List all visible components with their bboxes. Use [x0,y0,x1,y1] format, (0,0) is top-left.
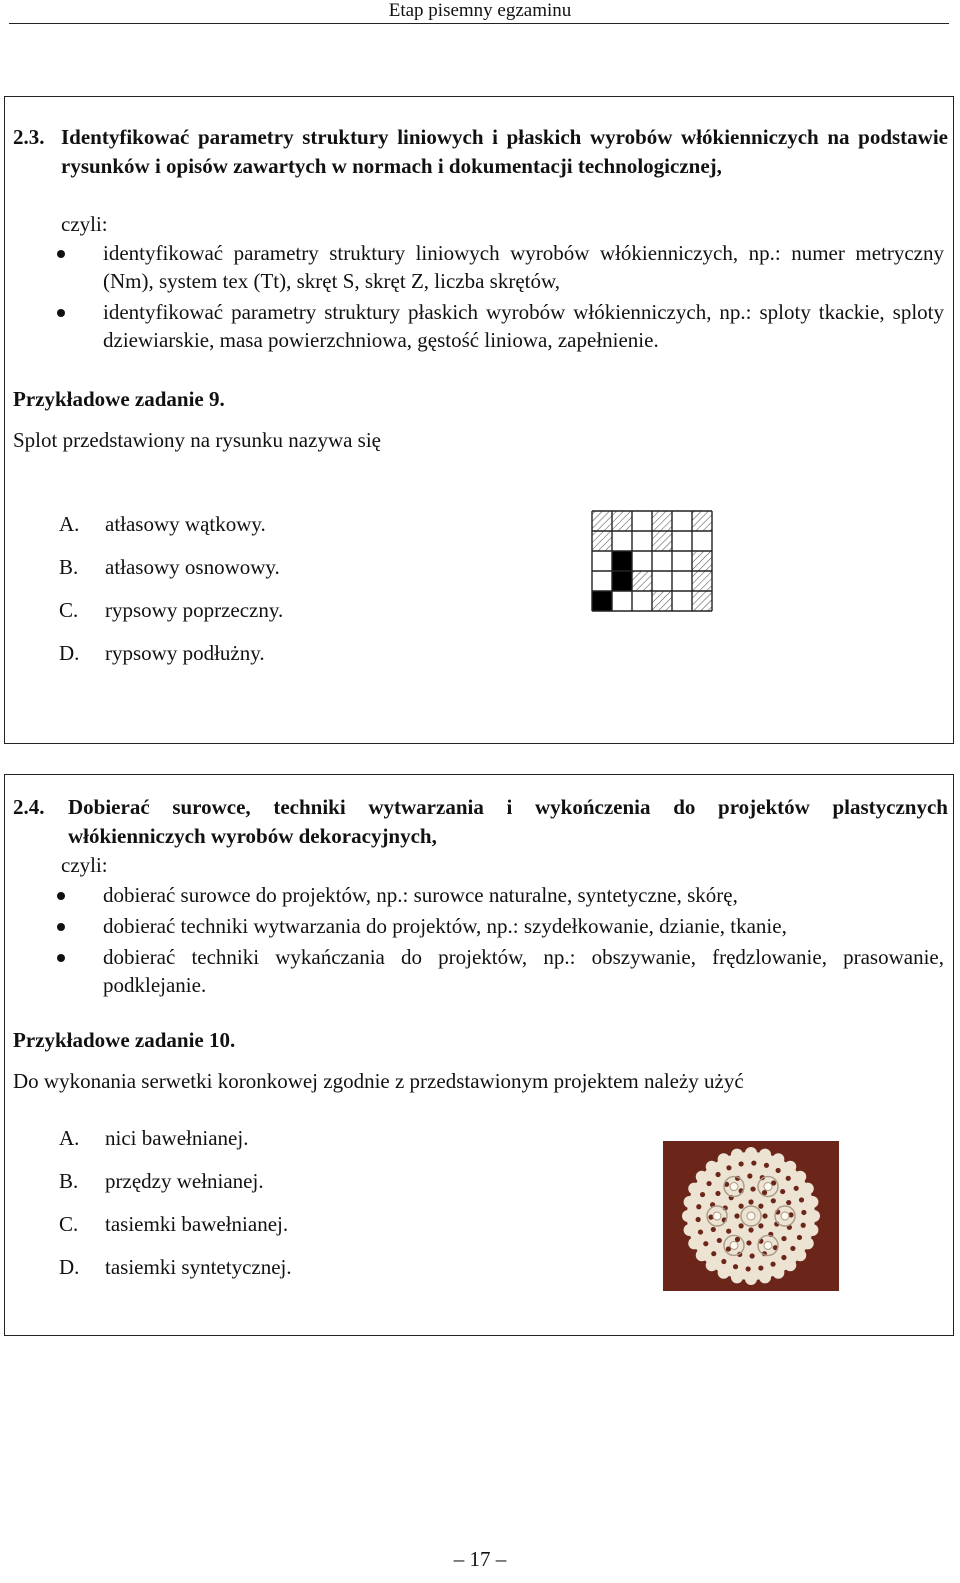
section-number: 2.3. [13,125,45,149]
task-title: Przykładowe zadanie 10. [13,1028,236,1052]
doily-rosette-center [730,1241,738,1249]
weave-cell-hatched [692,571,712,591]
doily-hole [786,1176,791,1181]
answer-letter: C. [59,598,79,622]
section-2-3-bullets [5,239,950,354]
section-heading-text: Identyfikować parametry struktury liniowych i płaskich wyrobów włókienniczych na podstawie rysunków i opisów zawartych w normach i dokumentacji technologicznej, [61,125,948,178]
doily-hole [771,1198,776,1203]
doily-scallop [794,1171,806,1183]
doily-scallop [706,1259,718,1271]
weave-cell-white [632,511,652,531]
weave-cell-white [632,591,652,611]
section-heading-text: Dobierać surowce, techniki wytwarzania i wykończenia do projektów plastycznych włókienniczych wyrobów dekoracyjnych, [68,795,948,848]
doily-hole [748,1199,753,1204]
bullet-text: dobierać techniki wytwarzania do projektów, np.: szydełkowanie, dzianie, tkanie, [103,914,787,938]
doily-hole [711,1227,716,1232]
doily-scallop [772,1153,784,1165]
doily-scallop [784,1259,796,1271]
weave-cell-white [612,531,632,551]
weave-cell-white [612,591,632,611]
doily-scallop [794,1249,806,1261]
czyli-label: czyli: [61,212,108,236]
lace-doily-photo [663,1141,839,1291]
answer-text: atłasowy wątkowy. [105,512,266,536]
doily-hole [726,1165,731,1170]
doily-scallop [718,1153,730,1165]
task-question: Splot przedstawiony na rysunku nazywa się [13,428,382,452]
answer-text: nici bawełnianej. [105,1126,249,1150]
doily-hole [739,1204,744,1209]
doily-hole [747,1173,752,1178]
answer-letter: A. [59,1126,80,1150]
doily-scallop [759,1149,771,1161]
doily-rosette-center [764,1183,772,1191]
bullet-icon [57,954,65,962]
weave-cell-white [672,591,692,611]
weave-cell-hatched [592,531,612,551]
doily-hole [696,1217,701,1222]
weave-cell-white [652,551,672,571]
bullet-item [5,239,950,295]
weave-cell-hatched [652,531,672,551]
answer-letter: B. [59,1169,79,1193]
answer-letter: A. [59,512,80,536]
doily-hole [715,1172,720,1177]
doily-rosette-center [713,1212,721,1220]
doily-hole [780,1189,785,1194]
doily-scallop [784,1161,796,1173]
doily-hole [758,1223,763,1228]
page-header [0,0,960,24]
weave-cell-hatched [592,511,612,531]
doily-hole [770,1262,775,1267]
bullet-text: identyfikować parametry struktury liniowych wyrobów włókienniczych, np.: numer metryczny (Nm), system tex (Tt), skręt S, skręt Z, liczba skrętów, [103,241,944,293]
weave-cell-white [592,551,612,571]
section-2-4-heading [13,793,948,851]
doily-hole [781,1255,786,1260]
section-2-4-box [4,774,954,1336]
bullet-icon [57,892,65,900]
doily-hole [696,1204,701,1209]
weave-cell-white [672,571,692,591]
weave-cell-white [692,531,712,551]
answer-letter: C. [59,1212,79,1236]
section-2-3-box [4,96,954,744]
doily-hole [801,1223,806,1228]
doily-scallop [802,1183,814,1195]
weave-cell-hatched [692,591,712,611]
doily-scallop [706,1161,718,1173]
weave-cell-black [612,551,632,571]
bullet-item [5,881,950,909]
doily-hole [698,1229,703,1234]
doily-scallop [808,1210,820,1222]
doily-scallop [696,1249,708,1261]
weave-cell-white [672,531,692,551]
doily-hole [700,1192,705,1197]
doily-hole [799,1197,804,1202]
doily-rosette-center [764,1241,772,1249]
doily-hole [797,1235,802,1240]
doily-hole [781,1236,786,1241]
doily-hole [751,1160,756,1165]
doily-scallop [806,1196,818,1208]
doily-scallop [682,1210,694,1222]
weave-cell-hatched [692,511,712,531]
doily-scallop [731,1271,743,1283]
answer-text: przędzy wełnianej. [105,1169,264,1193]
bullet-icon [57,923,65,931]
weave-cell-white [632,551,652,571]
czyli-label: czyli: [61,853,108,877]
header-rule [9,23,949,24]
doily-scallop [759,1271,771,1283]
doily-hole [794,1186,799,1191]
doily-scallop [696,1171,708,1183]
doily-scallop [806,1224,818,1236]
weave-cell-hatched [692,551,712,571]
doily-hole [703,1241,708,1246]
doily-scallop [745,1147,757,1159]
doily-scallop [745,1273,757,1285]
weave-cell-white [592,571,612,591]
bullet-icon [57,309,65,317]
doily-hole [758,1204,763,1209]
task-question: Do wykonania serwetki koronkowej zgodnie z przedstawionym projektem należy użyć [13,1069,744,1093]
answer-text: rypsowy podłużny. [105,641,265,665]
doily-hole [801,1210,806,1215]
doily-hole [786,1200,791,1205]
weave-cell-white [672,511,692,531]
header-title: Etap pisemny egzaminu [388,0,572,21]
doily-scallop [802,1237,814,1249]
task-title: Przykładowe zadanie 9. [13,387,225,411]
doily-scallop [684,1196,696,1208]
bullet-item [5,943,950,999]
answer-letter: D. [59,641,80,665]
section-2-3-heading [13,123,948,181]
doily-hole [726,1229,731,1234]
doily-rosette-center [747,1212,755,1220]
bullet-text: identyfikować parametry struktury płaskich wyrobów włókienniczych, np.: sploty tkackie, sploty dziewiarskie, masa powierzchniowa, gęstość liniowa, zapełnienie. [103,300,944,352]
doily-hole [746,1240,751,1245]
weave-cell-hatched [612,511,632,531]
doily-scallop [688,1237,700,1249]
weave-cell-white [672,551,692,571]
doily-hole [711,1251,716,1256]
weave-cell-white [652,571,672,591]
doily-hole [790,1246,795,1251]
doily-hole [717,1238,722,1243]
doily-rosette-center [781,1212,789,1220]
doily-rosette-center [730,1183,738,1191]
answer-letter: B. [59,555,79,579]
weave-cell-black [592,591,612,611]
weave-cell-white [632,531,652,551]
weave-cell-hatched [652,511,672,531]
bullet-icon [57,250,65,258]
answer-letter: D. [59,1255,80,1279]
doily-scallop [684,1224,696,1236]
doily-hole [750,1253,755,1258]
bullet-item [5,912,950,940]
bullet-text: dobierać techniki wykańczania do projektów, np.: obszywanie, frędzlowanie, prasowanie, podklejanie. [103,945,944,997]
doily-hole [734,1213,739,1218]
section-2-4-bullets [5,881,950,999]
answer-text: tasiemki bawełnianej. [105,1212,289,1236]
doily-hole [750,1186,755,1191]
weave-cell-hatched [632,571,652,591]
weave-cell-hatched [652,591,672,611]
doily-scallop [772,1267,784,1279]
doily-hole [739,1161,744,1166]
doily-hole [748,1227,753,1232]
doily-hole [762,1213,767,1218]
doily-hole [715,1191,720,1196]
page-number: – 17 – [453,1547,507,1571]
doily-hole [733,1264,738,1269]
weave-cell-black [612,571,632,591]
doily-hole [721,1259,726,1264]
bullet-text: dobierać surowce do projektów, np.: surowce naturalne, syntetyczne, skórę, [103,883,738,907]
doily-scallop [688,1183,700,1195]
answer-text: tasiemki syntetycznej. [105,1255,292,1279]
weave-diagram [590,509,714,633]
doily-scallop [731,1149,743,1161]
doily-hole [739,1223,744,1228]
answer-text: rypsowy poprzeczny. [105,598,284,622]
doily-hole [746,1266,751,1271]
doily-hole [758,1265,763,1270]
answer-text: atłasowy osnowowy. [105,555,280,579]
doily-hole [764,1163,769,1168]
bullet-item [5,298,950,354]
doily-hole [776,1168,781,1173]
doily-hole [706,1181,711,1186]
doily-scallop [718,1267,730,1279]
section-number: 2.4. [13,795,45,819]
